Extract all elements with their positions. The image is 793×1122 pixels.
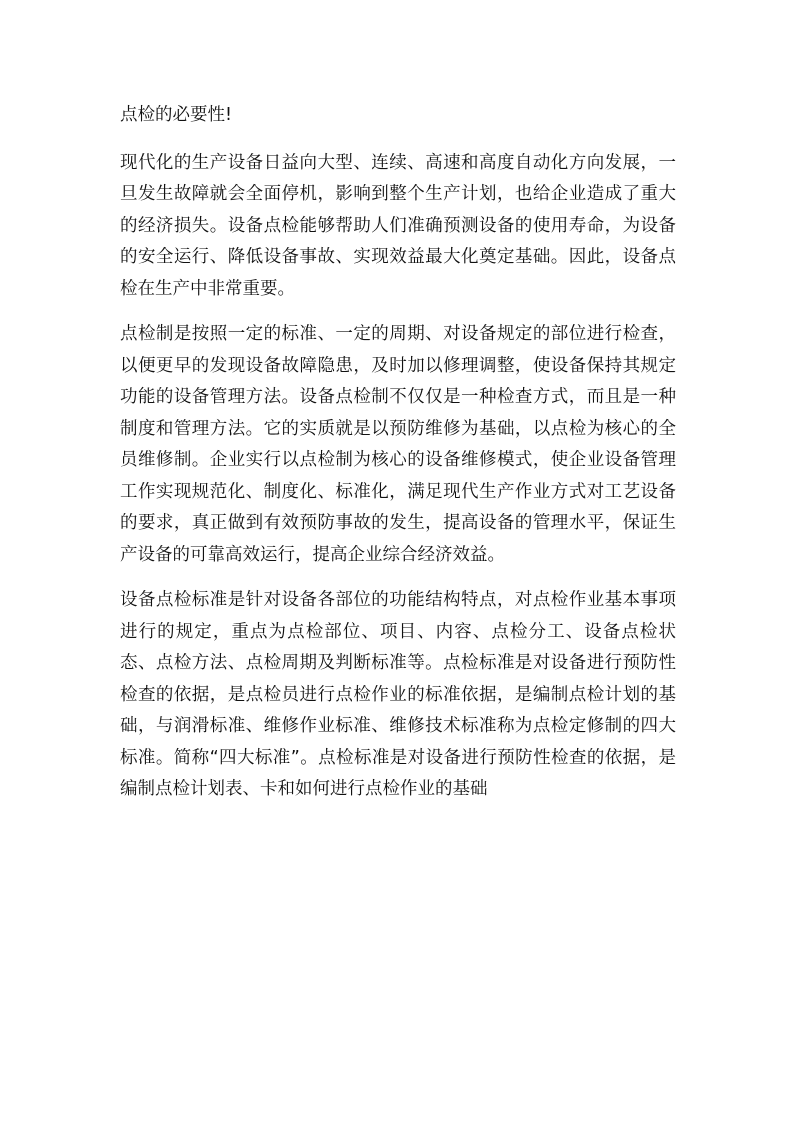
document-body — [120, 100, 676, 820]
document-heading: 点检的必要性! — [120, 105, 233, 125]
paragraph-necessity: 现代化的生产设备日益向大型、连续、高速和高度自动化方向发展，一旦发生故障就会全面停机，影响到整个生产计划，也给企业造成了重大的经济损失。设备点检能够帮助人们准确预测设备的使用寿命，为设备的安全运行、降低设备事故、实现效益最大化奠定基础。因此，设备点检在生产中非常重要。 — [120, 152, 676, 299]
paragraph-inspection-system: 点检制是按照一定的标准、一定的周期、对设备规定的部位进行检查，以便更早的发现设备故障隐患，及时加以修理调整，使设备保持其规定功能的设备管理方法。设备点检制不仅仅是一种检查方式，而且是一种制度和管理方法。它的实质就是以预防维修为基础，以点检为核心的全员维修制。企业实行以点检制为核心的设备维修模式，使企业设备管理工作实现规范化、制度化、标准化，满足现代生产作业方式对工艺设备的要求，真正做到有效预防事故的发生，提高设备的管理水平，保证生产设备的可靠高效运行，提高企业综合经济效益。 — [120, 324, 676, 565]
paragraph-inspection-standard: 设备点检标准是针对设备各部位的功能结构特点，对点检作业基本事项进行的规定，重点为点检部位、项目、内容、点检分工、设备点检状态、点检方法、点检周期及判断标准等。点检标准是对设备进行预防性检查的依据，是点检员进行点检作业的标准依据，是编制点检计划的基础，与润滑标准、维修作业标准、维修技术标准称为点检定修制的四大标准。简称“四大标准”。点检标准是对设备进行预防性检查的依据，是编制点检计划表、卡和如何进行点检作业的基础 — [120, 590, 676, 799]
